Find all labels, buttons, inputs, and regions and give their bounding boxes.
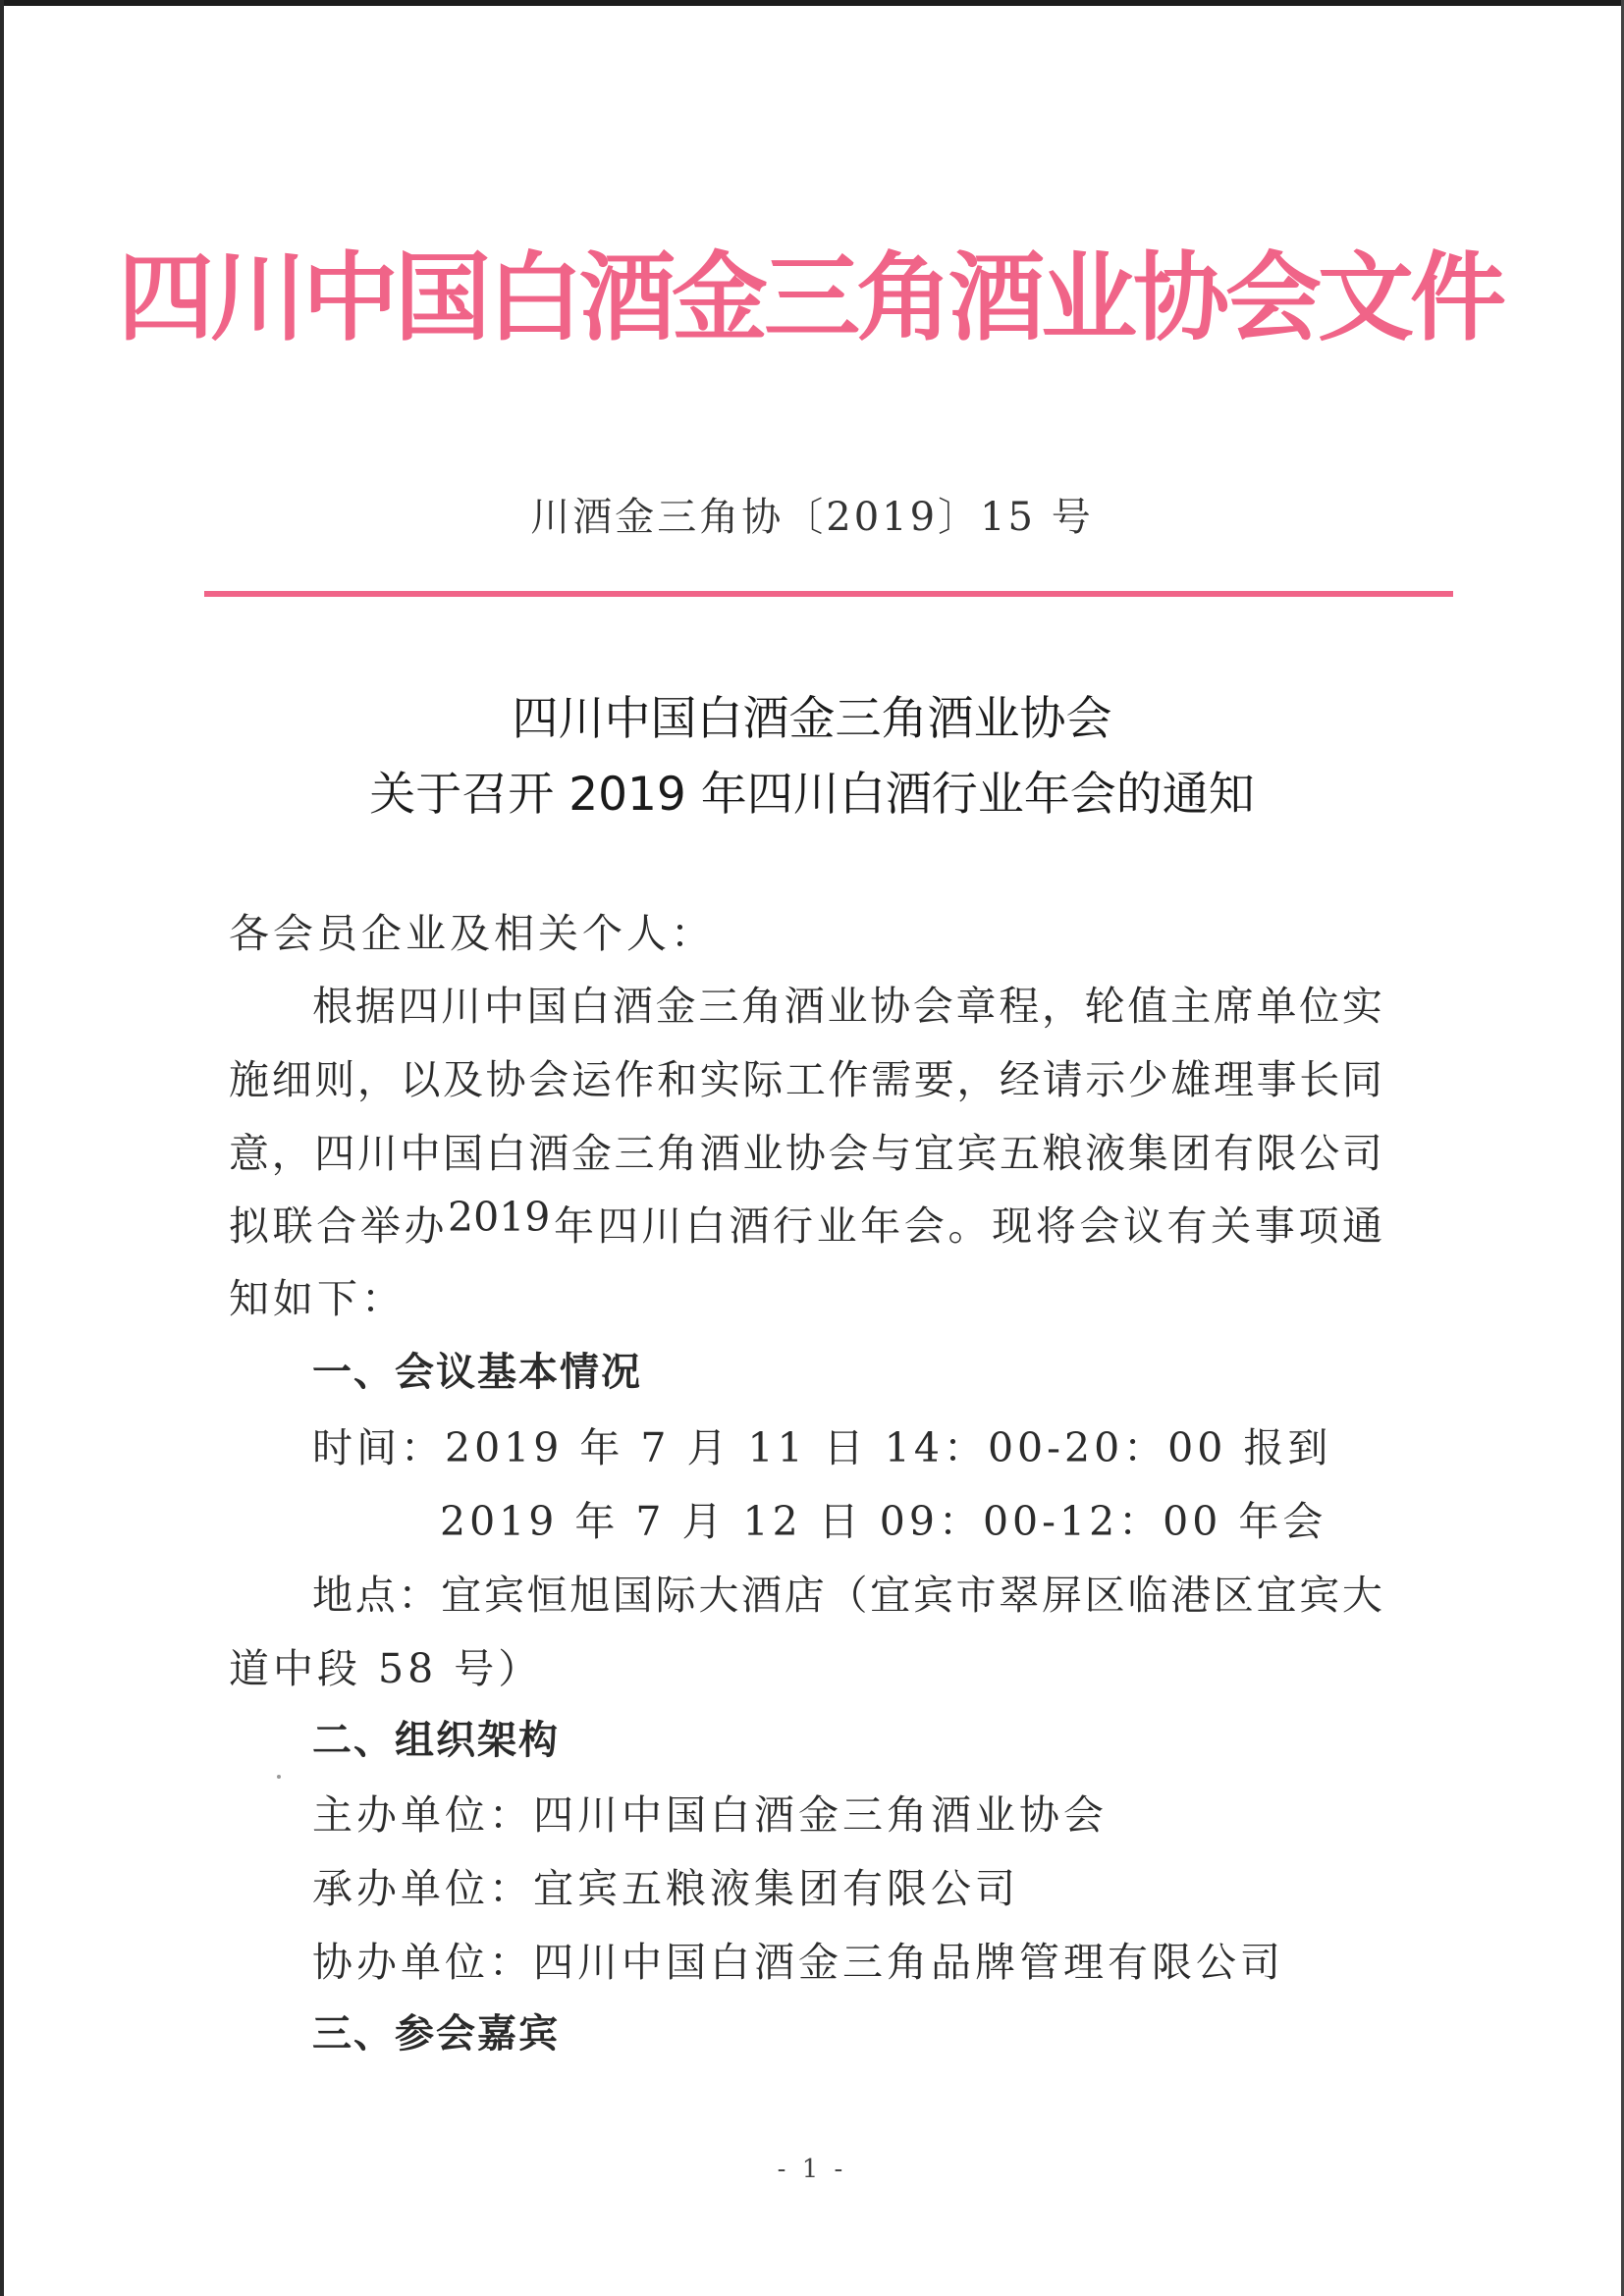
meeting-place-2: 道中段 58 号） (229, 1645, 543, 1692)
red-divider-line (204, 591, 1453, 597)
salutation: 各会员企业及相关个人： (229, 910, 715, 957)
intro-line-5: 知如下： (229, 1275, 406, 1322)
scan-speck (277, 1775, 281, 1779)
issuer-banner: 四川中国白酒金三角酒业协会文件 (118, 241, 1503, 354)
intro-line-2: 施 细 则 ， 以 及 协 会 运 作 和 实 际 工 作 需 要 ， 经 请 示 少 雄 理 事 长 同 (229, 1056, 1382, 1103)
meeting-time-1: 时间：2019 年 7 月 11 日 14：00-20：00 报到 (312, 1424, 1332, 1471)
section-heading-1: 一、会议基本情况 (312, 1350, 642, 1395)
organizer-unit: 承办单位：宜宾五粮液集团有限公司 (312, 1865, 1019, 1912)
co-organizer-unit: 协办单位：四川中国白酒金三角品牌管理有限公司 (312, 1939, 1284, 1986)
meeting-time-2: 2019 年 7 月 12 日 09：00-12：00 年会 (440, 1498, 1327, 1545)
intro-line-4: 拟 联 合 举 办 2019 年 四 川 白 酒 行 业 年 会 。 现 将 会 议 有 关 事 项 通 (229, 1194, 1382, 1250)
meeting-place-1: 地 点 ： 宜 宾 恒 旭 国 际 大 酒 店 （ 宜 宾 市 翠 屏 区 临 港 区 宜 宾 大 (312, 1572, 1382, 1619)
host-unit: 主办单位：四川中国白酒金三角酒业协会 (312, 1791, 1108, 1839)
title-line-1: 四川中国白酒金三角酒业协会 (512, 692, 1112, 746)
scan-edge-left (0, 0, 4, 2296)
intro-line-3: 意 ， 四 川 中 国 白 酒 金 三 角 酒 业 协 会 与 宜 宾 五 粮 液 集 团 有 限 公 司 (229, 1130, 1382, 1177)
scan-edge-top (0, 0, 1624, 6)
section-heading-3: 三、参会嘉宾 (312, 2011, 560, 2056)
intro-line-1: 根 据 四 川 中 国 白 酒 金 三 角 酒 业 协 会 章 程 ， 轮 值 主 席 单 位 实 (312, 983, 1382, 1030)
page-number: - 1 - (777, 2155, 847, 2184)
title-line-2: 关于召开 2019 年四川白酒行业年会的通知 (369, 768, 1255, 822)
section-heading-2: 二、组织架构 (312, 1718, 560, 1763)
document-number: 川酒金三角协〔2019〕15 号 (530, 495, 1094, 540)
